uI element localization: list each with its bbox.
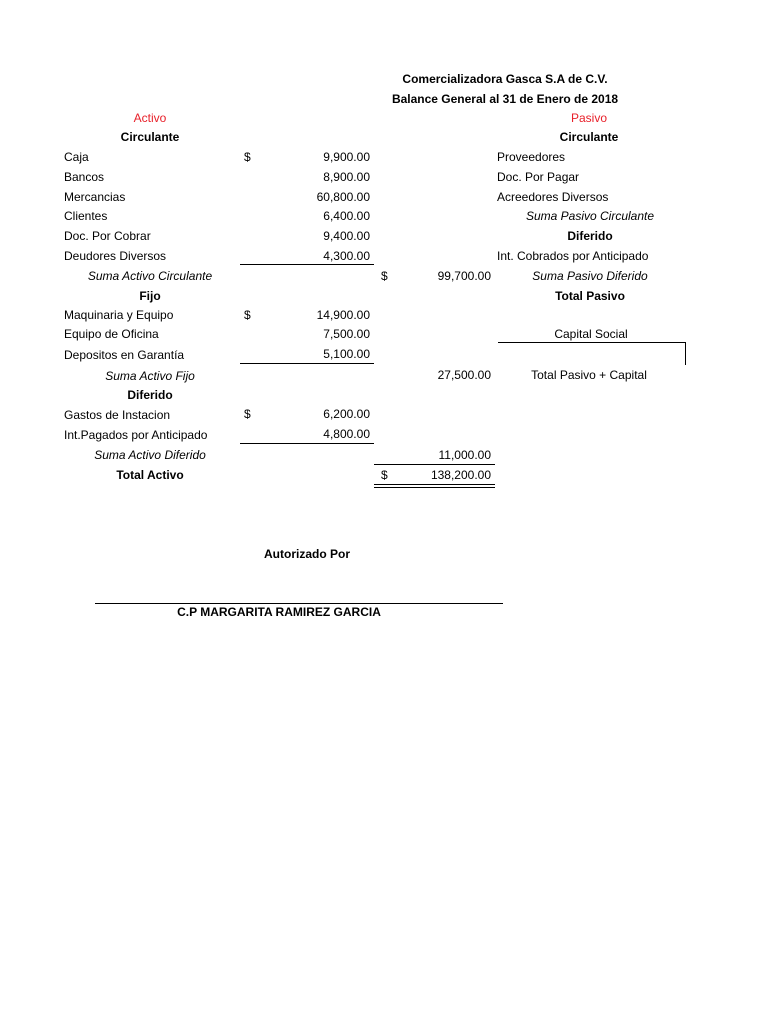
subtotal-underline xyxy=(240,264,374,265)
row-label-clientes: Clientes xyxy=(64,209,108,223)
activo-circulante-heading: Circulante xyxy=(120,130,180,144)
row-label-gastos-instalacion: Gastos de Instacion xyxy=(64,408,171,422)
row-amount-doc-por-cobrar: 9,400.00 xyxy=(323,229,370,243)
pasivo-diferido-heading: Diferido xyxy=(567,229,613,243)
pasivo-item-acreedores: Acreedores Diversos xyxy=(497,190,609,204)
total-activo-amount: 138,200.00 xyxy=(430,468,491,482)
row-amount-mercancias: 60,800.00 xyxy=(316,190,370,204)
total-activo-label: Total Activo xyxy=(116,468,184,482)
activo-fijo-heading: Fijo xyxy=(139,289,161,303)
subtotal-underline xyxy=(240,363,374,364)
row-label-doc-por-cobrar: Doc. Por Cobrar xyxy=(64,229,151,243)
pasivo-item-proveedores: Proveedores xyxy=(497,150,566,164)
total-pasivo-label: Total Pasivo xyxy=(555,289,625,303)
row-label-maquinaria: Maquinaria y Equipo xyxy=(64,308,174,322)
suma-activo-diferido-amount: 11,000.00 xyxy=(438,448,491,462)
row-amount-int-pagados: 4,800.00 xyxy=(323,427,370,441)
capital-underline xyxy=(498,342,686,343)
row-amount-depositos: 5,100.00 xyxy=(323,347,370,361)
suma-activo-diferido-label: Suma Activo Diferido xyxy=(94,448,206,462)
row-amount-gastos-instalacion: 6,200.00 xyxy=(323,407,370,421)
row-label-caja: Caja xyxy=(64,150,89,164)
row-amount-equipo-oficina: 7,500.00 xyxy=(323,327,370,341)
row-amount-caja: 9,900.00 xyxy=(323,150,370,164)
signature-line xyxy=(95,603,503,604)
total-pasivo-capital-label: Total Pasivo + Capital xyxy=(531,368,647,382)
row-label-depositos: Depositos en Garantía xyxy=(64,348,185,362)
suma-activo-circulante-currency: $ xyxy=(381,269,388,283)
capital-social-label: Capital Social xyxy=(554,327,628,341)
activo-diferido-heading: Diferido xyxy=(127,388,173,402)
total-double-underline-top xyxy=(374,484,495,485)
report-title: Balance General al 31 de Enero de 2018 xyxy=(391,92,619,106)
activo-title: Activo xyxy=(133,111,167,125)
row-label-int-pagados: Int.Pagados por Anticipado xyxy=(64,428,208,442)
authorized-by-label: Autorizado Por xyxy=(264,547,350,561)
capital-border xyxy=(685,342,686,365)
total-double-underline-bottom xyxy=(374,487,495,488)
row-label-deudores-diversos: Deudores Diversos xyxy=(64,249,167,263)
row-label-bancos: Bancos xyxy=(64,170,105,184)
row-amount-clientes: 6,400.00 xyxy=(323,209,370,223)
subtotal-underline xyxy=(374,464,495,465)
row-amount-maquinaria: 14,900.00 xyxy=(316,308,370,322)
suma-pasivo-diferido-label: Suma Pasivo Diferido xyxy=(532,269,648,283)
suma-pasivo-circulante-label: Suma Pasivo Circulante xyxy=(525,209,655,223)
suma-activo-circulante-amount: 99,700.00 xyxy=(437,269,491,283)
row-amount-bancos: 8,900.00 xyxy=(323,170,370,184)
row-currency-gastos-instalacion: $ xyxy=(244,407,251,421)
pasivo-title: Pasivo xyxy=(570,111,608,125)
pasivo-circulante-heading: Circulante xyxy=(559,130,619,144)
suma-activo-fijo-label: Suma Activo Fijo xyxy=(105,369,195,383)
total-activo-currency: $ xyxy=(381,468,388,482)
company-name: Comercializadora Gasca S.A de C.V. xyxy=(402,72,608,86)
pasivo-item-int-cobrados: Int. Cobrados por Anticipado xyxy=(497,249,649,263)
row-currency-maquinaria: $ xyxy=(244,308,251,322)
row-amount-deudores-diversos: 4,300.00 xyxy=(323,249,370,263)
signer-name: C.P MARGARITA RAMIREZ GARCIA xyxy=(177,605,381,619)
pasivo-item-doc-por-pagar: Doc. Por Pagar xyxy=(497,170,580,184)
row-label-equipo-oficina: Equipo de Oficina xyxy=(64,327,159,341)
row-currency-caja: $ xyxy=(244,150,251,164)
suma-activo-circulante-label: Suma Activo Circulante xyxy=(87,269,213,283)
suma-activo-fijo-amount: 27,500.00 xyxy=(437,368,491,382)
row-label-mercancias: Mercancias xyxy=(64,190,126,204)
subtotal-underline xyxy=(240,443,374,444)
